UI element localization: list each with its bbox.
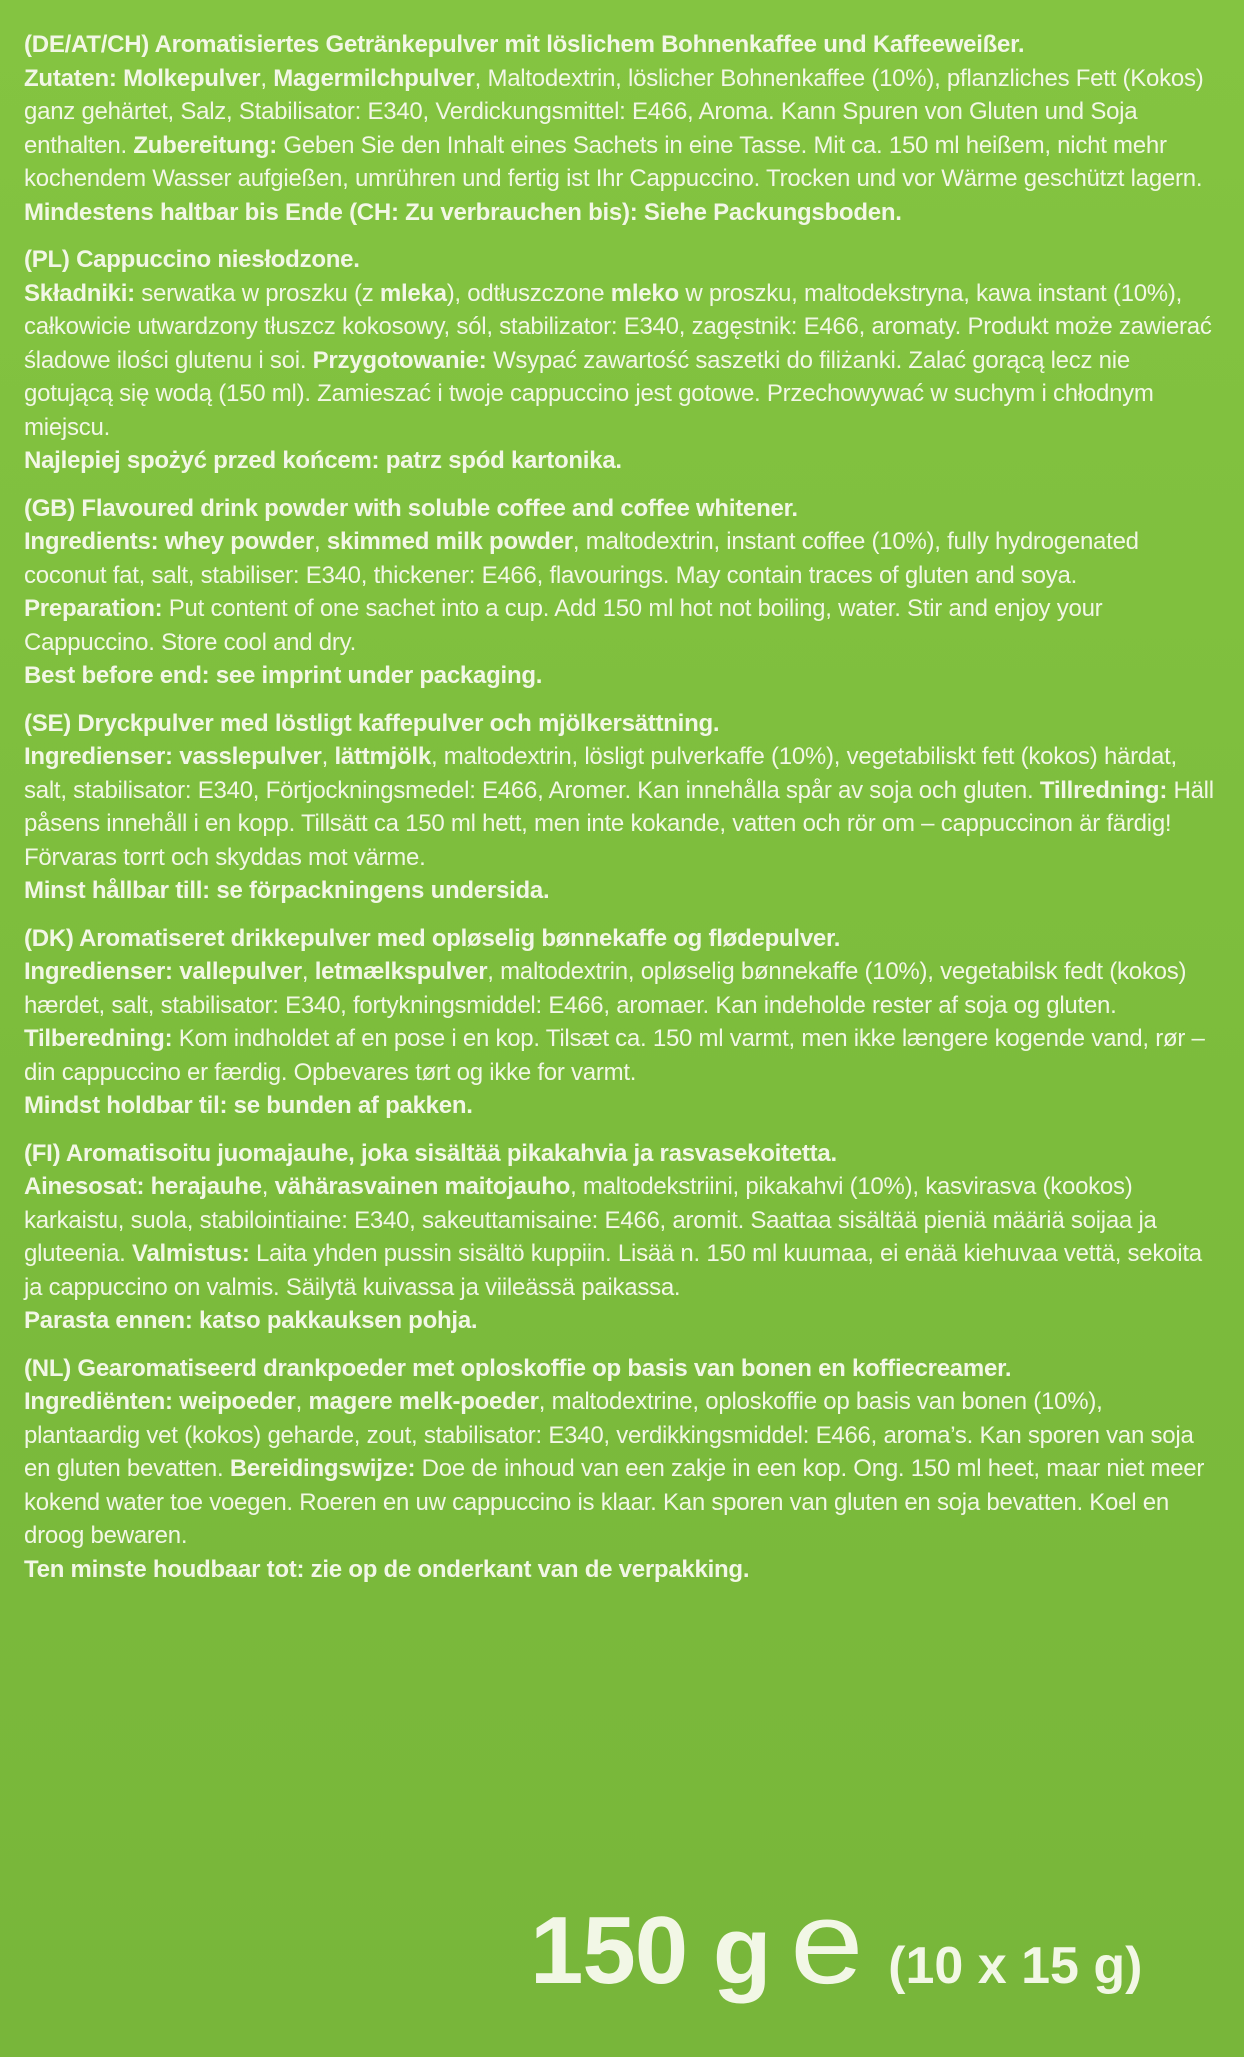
ingredients-text: serwatka w proszku (z xyxy=(141,279,374,307)
section-nl xyxy=(24,1352,1220,1587)
preparation-label: Przygotowanie: xyxy=(312,346,487,374)
ingredients-text: , Maltodextrin, löslicher Bohnenkaffee (10%), pflanzliches Fett (Kokos) ganz gehärtet, Salz, Stabilisator: E340, Verdickungsmittel: E466, Aroma. Kann Spuren von Gluten und Soja enthalten. xyxy=(24,64,1204,159)
net-weight: 150 g xyxy=(530,1897,771,2004)
preparation-text: Wsypać zawartość saszetki do filiżanki. Zalać gorącą lecz nie gotującą się wodą (150 ml). Zamieszać i twoje cappuccino jest gotowe. Przechowywać w suchym i chłodnym miejscu. xyxy=(24,346,1154,441)
best-before-text: Minst hållbar till: se förpackningens undersida. xyxy=(24,877,550,904)
section-de xyxy=(24,28,1220,229)
allergen-2: magere melk-poeder xyxy=(308,1388,539,1415)
allergen-2: vähärasvainen maitojauho xyxy=(274,1173,571,1200)
net-weight-line xyxy=(530,1875,1142,2011)
ingredients-text: , xyxy=(314,528,321,555)
ingredients-label: Ingredienser: xyxy=(24,958,173,985)
preparation-label: Zubereitung: xyxy=(133,131,277,159)
best-before-text: Mindestens haltbar bis Ende (CH: Zu verbrauchen bis): Siehe Packungsboden. xyxy=(24,198,902,226)
allergen-1: whey powder xyxy=(164,528,315,555)
preparation-label: Preparation: xyxy=(24,595,163,622)
ingredients-label: Ingredients: xyxy=(24,528,159,555)
section-title: (PL) Cappuccino niesłodzone. xyxy=(24,246,360,273)
best-before-text: Najlepiej spożyć przed końcem: patrz spód kartonika. xyxy=(24,447,622,474)
best-before-text: Best before end: see imprint under packaging. xyxy=(24,662,543,689)
preparation-label: Bereidingswijze: xyxy=(229,1455,416,1482)
section-fi xyxy=(24,1137,1220,1338)
ingredients-text: , xyxy=(261,1173,269,1200)
ingredients-text: , maltodextrin, lösligt pulverkaffe (10%), vegetabiliskt fett (kokos) härdat, salt, stabilisator: E340, Förtjockningsmedel: E466, Aromer. Kan innehålla spår av soja och gluten. xyxy=(24,743,1177,804)
preparation-label: Tillredning: xyxy=(1039,776,1168,804)
preparation-text: Häll påsens innehåll i en kopp. Tillsätt ca 150 ml hett, men inte kokande, vatten och rör om – cappuccinon är färdig! Förvaras torrt och skyddas mot värme. xyxy=(24,776,1214,871)
section-title: (FI) Aromatisoitu juomajauhe, joka sisältää pikakahvia ja rasvasekoitetta. xyxy=(24,1139,837,1167)
allergen-2: skimmed milk powder xyxy=(326,528,573,555)
section-se xyxy=(24,707,1220,908)
ingredients-text: ), odtłuszczone xyxy=(446,279,605,307)
allergen-1: vallepulver xyxy=(179,958,302,985)
best-before-text: Mindst holdbar til: se bunden af pakken. xyxy=(24,1092,473,1119)
ingredients-text: , xyxy=(260,64,267,92)
ingredients-text: , xyxy=(301,958,309,985)
allergen-2: lättmjölk xyxy=(334,743,431,770)
best-before-text: Parasta ennen: katso pakkauksen pohja. xyxy=(24,1307,478,1334)
section-gb xyxy=(24,492,1220,693)
ingredients-label: Ingrediënten: xyxy=(24,1388,173,1415)
preparation-label: Valmistus: xyxy=(132,1240,250,1267)
ingredients-label: Składniki: xyxy=(24,279,135,307)
pack-info: (10 x 15 g) xyxy=(888,1937,1143,1995)
section-pl xyxy=(24,243,1220,478)
ingredients-text: , maltodextrine, oploskoffie op basis van bonen (10%), plantaardig vet (kokos) geharde, zout, stabilisator: E340, verdikkingsmiddel: E466, aroma’s. Kan sporen van soja en gluten bevatten. xyxy=(24,1388,1194,1482)
preparation-label: Tilberedning: xyxy=(24,1025,173,1052)
ingredients-text: , maltodextrin, opløselig bønnekaffe (10%), vegetabilsk fedt (kokos) hærdet, salt, stabilisator: E340, fortykningsmiddel: E466, aromaer. Kan indeholde rester af soja og gluten. xyxy=(24,958,1187,1019)
best-before-text: Ten minste houdbaar tot: zie op de onderkant van de verpakking. xyxy=(24,1555,750,1583)
section-title: (GB) Flavoured drink powder with soluble coffee and coffee whitener. xyxy=(24,494,798,522)
estimated-sign-icon: e xyxy=(790,1877,865,2009)
allergen-1: vasslepulver xyxy=(179,743,322,770)
section-title: (SE) Dryckpulver med löstligt kaffepulver och mjölkersättning. xyxy=(24,709,720,737)
preparation-text: Geben Sie den Inhalt eines Sachets in eine Tasse. Mit ca. 150 ml heißem, nicht mehr kochendem Wasser aufgießen, umrühren und fertig ist Ihr Cappuccino. Trocken und vor Wärme geschützt lagern. xyxy=(24,131,1203,192)
preparation-text: Kom indholdet af en pose i en kop. Tilsæt ca. 150 ml varmt, men ikke længere kogende vand, rør – din cappuccino er færdig. Opbevares tørt og ikke for varmt. xyxy=(24,1025,1205,1086)
allergen-1: Molkepulver xyxy=(123,64,261,92)
preparation-text: Doe de inhoud van een zakje in een kop. Ong. 150 ml heet, maar niet meer kokend water toe voegen. Roeren en uw cappuccino is klaar. Kan sporen van gluten en soja bevatten. Koel en droog bewaren. xyxy=(24,1455,1205,1549)
allergen-2: mleko xyxy=(610,279,679,307)
allergen-1: mleka xyxy=(379,279,447,307)
section-title: (DE/AT/CH) Aromatisiertes Getränkepulver mit löslichem Bohnenkaffee und Kaffeeweißer. xyxy=(24,31,1025,58)
allergen-1: weipoeder xyxy=(179,1388,296,1415)
section-dk xyxy=(24,922,1220,1123)
ingredients-text: , maltodekstriini, pikakahvi (10%), kasvirasva (kookos) karkaistu, suola, stabilointiaine: E340, sakeuttamisaine: E466, aromit. Saattaa sisältää pieniä määriä soijaa ja gluteenia. xyxy=(24,1173,1157,1267)
allergen-2: letmælkspulver xyxy=(314,958,488,985)
section-title: (NL) Gearomatiseerd drankpoeder met oploskoffie op basis van bonen en koffiecreamer. xyxy=(24,1354,1012,1382)
ingredients-label: Ainesosat: xyxy=(24,1173,145,1200)
preparation-text: Laita yhden pussin sisältö kuppiin. Lisää n. 150 ml kuumaa, ei enää kiehuvaa vettä, sekoita ja cappuccino on valmis. Säilytä kuivassa ja viileässä paikassa. xyxy=(24,1240,1202,1301)
preparation-text: Put content of one sachet into a cup. Add 150 ml hot not boiling, water. Stir and enjoy your Cappuccino. Store cool and dry. xyxy=(24,595,1103,656)
allergen-2: Magermilchpulver xyxy=(273,64,475,92)
ingredients-text: , maltodextrin, instant coffee (10%), fully hydrogenated coconut fat, salt, stabiliser: E340, thickener: E466, flavourings. May contain traces of gluten and soya. xyxy=(24,528,1139,589)
ingredients-text: , xyxy=(321,743,329,770)
ingredients-text: w proszku, maltodekstryna, kawa instant (10%), całkowicie utwardzony tłuszcz kokosowy, sól, stabilizator: E340, zagęstnik: E466, aromaty. Produkt może zawierać śladowe ilości glutenu i soi. xyxy=(24,279,1212,374)
section-title: (DK) Aromatiseret drikkepulver med opløselig bønnekaffe og flødepulver. xyxy=(24,924,841,952)
ingredients-text: , xyxy=(295,1388,303,1415)
ingredients-label: Zutaten: xyxy=(24,64,117,92)
allergen-1: herajauhe xyxy=(150,1173,262,1200)
ingredients-label: Ingredienser: xyxy=(24,743,173,770)
